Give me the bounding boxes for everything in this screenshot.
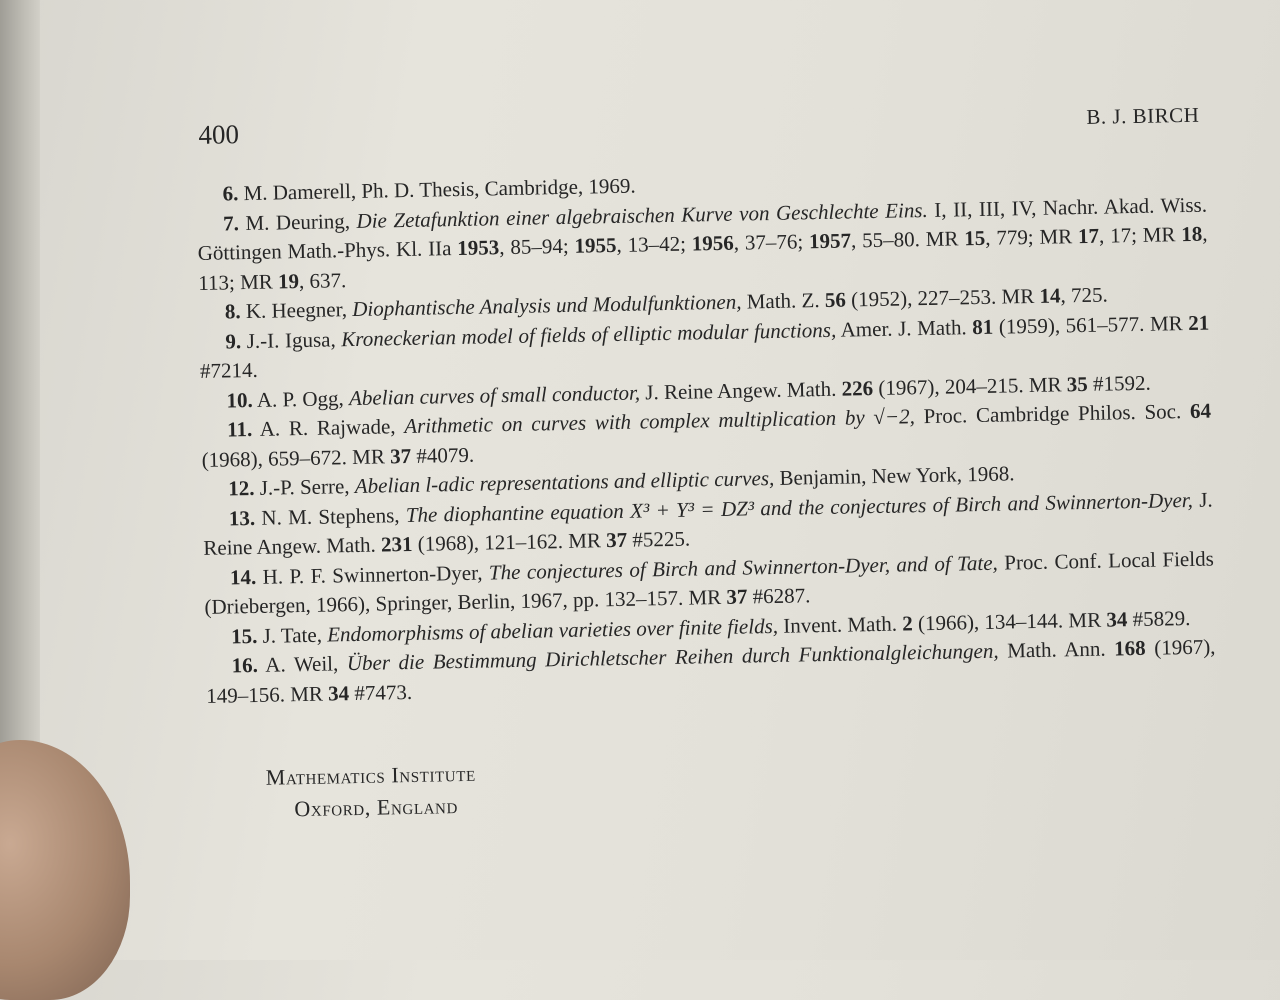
thumb-holding-page [0, 740, 130, 1000]
reference-title: Abelian curves of small conductor, [348, 380, 641, 410]
reference-text: J. Tate, [257, 622, 328, 648]
reference-volume: 226 [841, 375, 874, 401]
reference-text: M. Deuring, [238, 208, 357, 235]
reference-text: , 725. [1060, 282, 1108, 308]
reference-number: 12. [228, 475, 255, 501]
reference-title: Kroneckerian model of fields of elliptic modular functions, [341, 317, 837, 351]
book-page [195, 93, 1221, 932]
reference-volume: 2 [901, 610, 913, 636]
reference-number: 14. [229, 564, 257, 589]
reference-number: 6. [222, 181, 239, 206]
reference-text: , 85–94; [499, 233, 575, 260]
reference-volume: 35 [1066, 371, 1088, 396]
reference-number: 13. [228, 505, 256, 530]
reference-text: (1966), 134–144. MR [912, 607, 1107, 635]
reference-number: 9. [225, 328, 242, 353]
reference-volume: 21 [1187, 310, 1210, 335]
reference-text: A. Weil, [257, 651, 348, 677]
reference-volume: 34 [327, 680, 350, 706]
reference-text: H. P. F. Swinnerton-Dyer, [255, 559, 490, 589]
reference-text: Invent. Math. [777, 611, 903, 638]
reference-text: N. M. Stephens, [254, 502, 407, 530]
reference-text: J. Reine Angew. Math. [639, 376, 842, 405]
reference-text: , 779; MR [984, 224, 1079, 250]
affiliation-line-2: Oxford, England [294, 793, 459, 822]
reference-title: The conjectures of Birch and Swinnerton-Dyer, and of Tate, [488, 550, 999, 584]
reference-text: Benjamin, New York, 1968. [774, 461, 1015, 490]
running-head: B. J. BIRCH [1086, 102, 1200, 129]
reference-number: 11. [226, 416, 253, 442]
reference-text: , 13–42; [616, 231, 693, 257]
reference-text: #6287. [747, 583, 811, 609]
reference-volume: 168 [1113, 635, 1146, 661]
author-affiliation [265, 743, 1218, 825]
reference-volume: 64 [1189, 398, 1212, 423]
reference-volume: 19 [277, 268, 300, 293]
reference-text: J. Reine Angew. Math. [203, 487, 1213, 560]
reference-text: , 113; MR [198, 221, 1208, 295]
reference-text: (1952), 227–253. MR [845, 283, 1040, 312]
reference-text: #1592. [1087, 370, 1151, 396]
reference-text: #4079. [410, 442, 475, 468]
reference-volume: 56 [824, 287, 847, 312]
reference-title: Endomorphisms of abelian varieties over finite fields, [326, 613, 779, 647]
reference-text: , 55–80. MR [850, 226, 965, 253]
reference-text: #7473. [348, 679, 413, 705]
reference-volume: 17 [1077, 223, 1100, 249]
reference-text: Math. Ann. [998, 636, 1115, 663]
reference-text: , 37–76; [733, 229, 810, 255]
reference-text: Proc. Cambridge Philos. Soc. [914, 398, 1191, 429]
reference-text: (1967), 204–215. MR [872, 371, 1067, 400]
reference-volume: 231 [380, 531, 413, 557]
reference-volume: 34 [1106, 606, 1128, 632]
reference-volume: 1956 [691, 230, 734, 256]
reference-title: Diophantische Analysis und Modulfunktionen, [352, 289, 742, 322]
reference-text: #7214. [199, 357, 258, 383]
reference-text: (1968), 659–672. MR [201, 443, 391, 472]
reference-text: I, II, III, IV, Nachr. Akad. Wiss. Göttingen Math.-Phys. Kl. IIa [197, 192, 1208, 265]
reference-text: A. R. Rajwade, [251, 414, 405, 441]
reference-volume: 14 [1039, 283, 1061, 308]
reference-volume: 1953 [457, 235, 500, 260]
reference-text: K. Heegner, [240, 297, 353, 324]
reference-volume: 37 [726, 584, 748, 609]
reference-number: 15. [230, 623, 258, 648]
reference-text: , 17; MR [1098, 222, 1182, 248]
reference-title: Über die Bestimmung Dirichletscher Reihen durch Funktionalgleichungen, [346, 638, 999, 676]
reference-volume: 15 [963, 225, 986, 251]
reference-list [196, 161, 1216, 711]
reference-title: Arithmetic on curves with complex multiplication by √−2, [404, 404, 916, 439]
reference-number: 7. [222, 210, 240, 235]
reference-text: Proc. Conf. Local Fields (Driebergen, 1966), Springer, Berlin, 1967, pp. 132–157. MR [204, 546, 1214, 619]
reference-number: 8. [224, 299, 241, 324]
reference-volume: 37 [389, 443, 412, 468]
reference-text: (1959), 561–577. MR [993, 310, 1189, 339]
reference-volume: 18 [1181, 221, 1203, 247]
reference-text: J.-P. Serre, [254, 474, 356, 500]
reference-text: Math. Z. [741, 287, 826, 314]
reference-volume: 81 [972, 314, 994, 339]
reference-text: Amer. J. Math. [835, 314, 973, 342]
reference-number: 10. [226, 387, 254, 412]
reference-volume: 1955 [574, 232, 617, 258]
reference-text: A. P. Ogg, [252, 385, 350, 412]
reference-number: 16. [231, 652, 259, 678]
reference-title: The diophantine equation X³ + Y³ = DZ³ and the conjectures of Birch and Swinnerton-Dyer, [405, 487, 1194, 527]
reference-text: , 637. [298, 267, 347, 293]
reference-text: #5829. [1127, 605, 1191, 631]
page-header [195, 93, 1206, 160]
reference-volume: 1957 [808, 228, 852, 254]
reference-title: Abelian l-adic representations and elliptic curves, [354, 465, 775, 498]
page-number: 400 [198, 119, 240, 150]
reference-volume: 37 [605, 527, 628, 553]
reference-title: Die Zetafunktion einer algebraischen Kurve von Geschlechte Eins. [356, 197, 928, 233]
reference-text: J.-I. Igusa, [240, 326, 342, 353]
affiliation-line-1: Mathematics Institute [265, 760, 476, 790]
reference-text: (1967), 149–156. MR [205, 634, 1216, 708]
reference-text: M. Damerell, Ph. D. Thesis, Cambridge, 1969. [238, 173, 636, 206]
reference-text: (1968), 121–162. MR [412, 528, 607, 556]
reference-text: #5225. [626, 526, 691, 552]
